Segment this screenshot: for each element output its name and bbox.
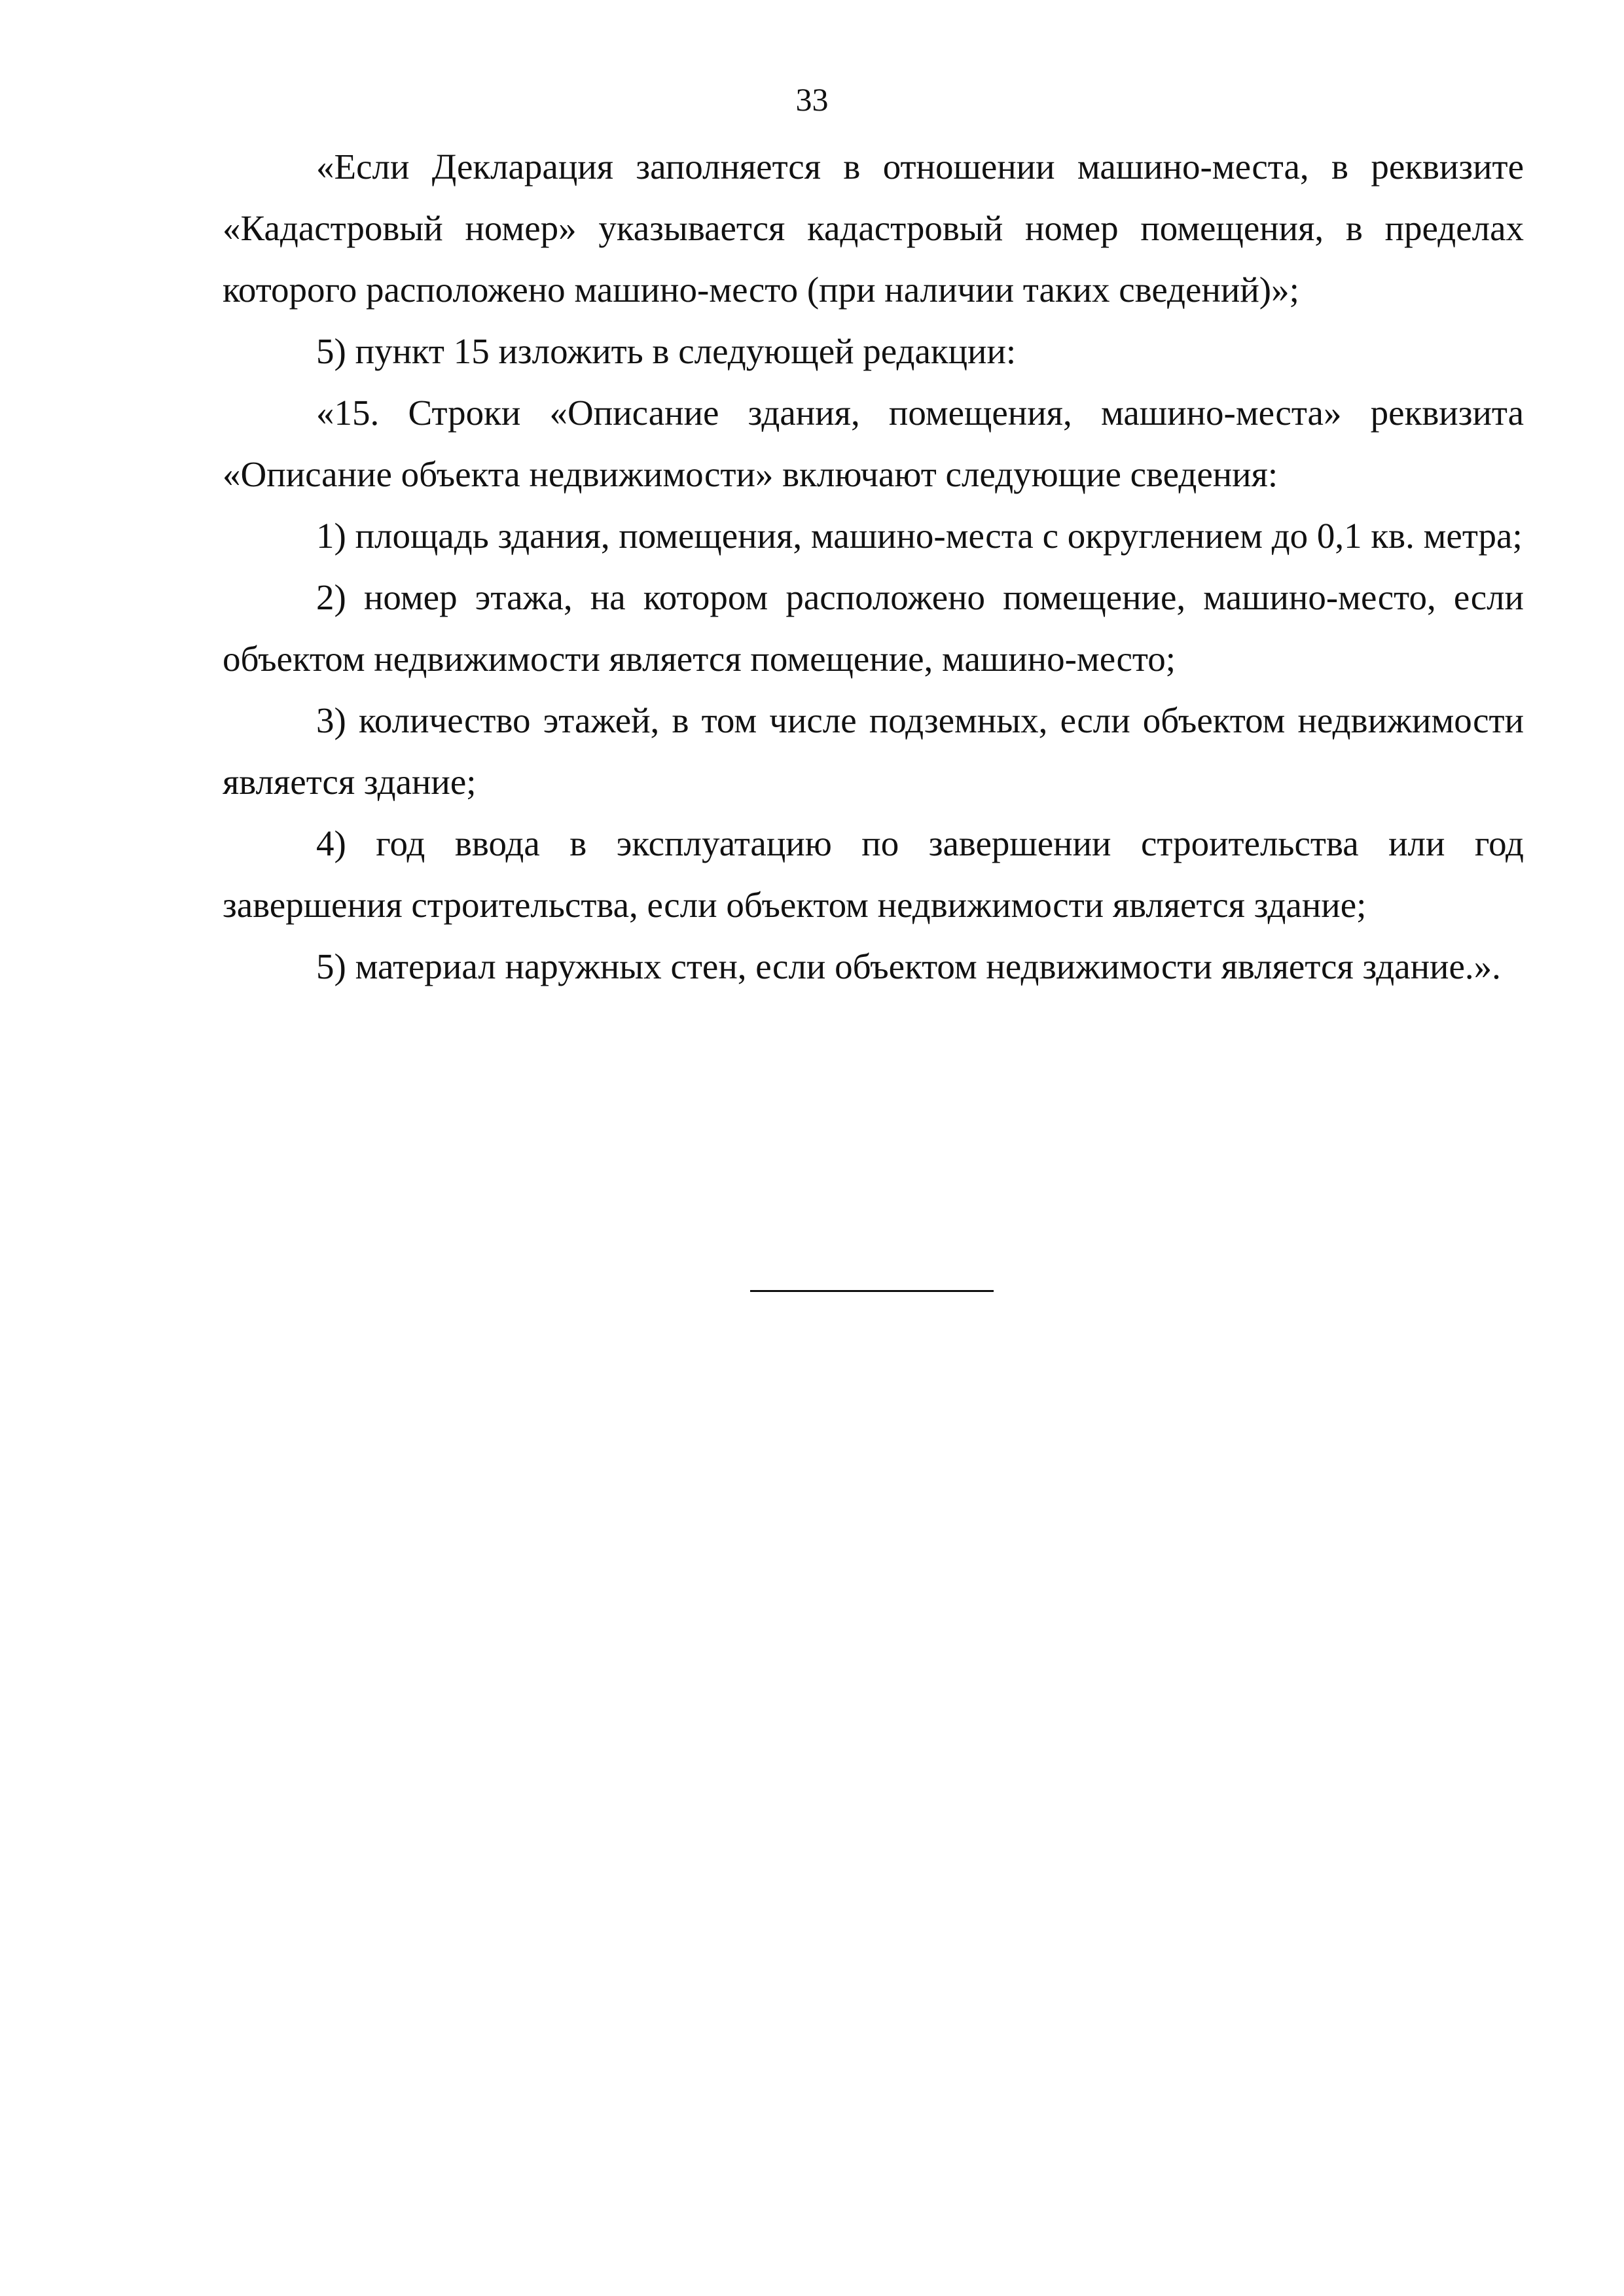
end-separator-line	[750, 1290, 994, 1292]
paragraph-clause-15: «15. Строки «Описание здания, помещения, машино-места» реквизита «Описание объекта недвижимости» включают следующие сведения:	[223, 393, 1524, 494]
document-body	[223, 136, 1524, 997]
paragraph-cadastral-number: «Если Декларация заполняется в отношении машино-места, в реквизите «Кадастровый номер» указывается кадастровый номер помещения, в пределах которого расположено машино-место (при наличии таких сведений)»;	[223, 147, 1524, 310]
paragraph-item-5-intro: 5) пункт 15 изложить в следующей редакции:	[316, 331, 1017, 371]
paragraph-list-item-4: 4) год ввода в эксплуатацию по завершении строительства или год завершения строительства, если объектом недвижимости является здание;	[223, 823, 1524, 925]
paragraph-list-item-1: 1) площадь здания, помещения, машино-места с округлением до 0,1 кв. метра;	[316, 516, 1523, 556]
paragraph-list-item-5: 5) материал наружных стен, если объектом недвижимости является здание.».	[316, 946, 1501, 986]
page-number: 33	[795, 81, 829, 118]
paragraph-list-item-2: 2) номер этажа, на котором расположено помещение, машино-место, если объектом недвижимости является помещение, машино-место;	[223, 577, 1524, 679]
paragraph-list-item-3: 3) количество этажей, в том числе подземных, если объектом недвижимости является здание;	[223, 700, 1524, 802]
